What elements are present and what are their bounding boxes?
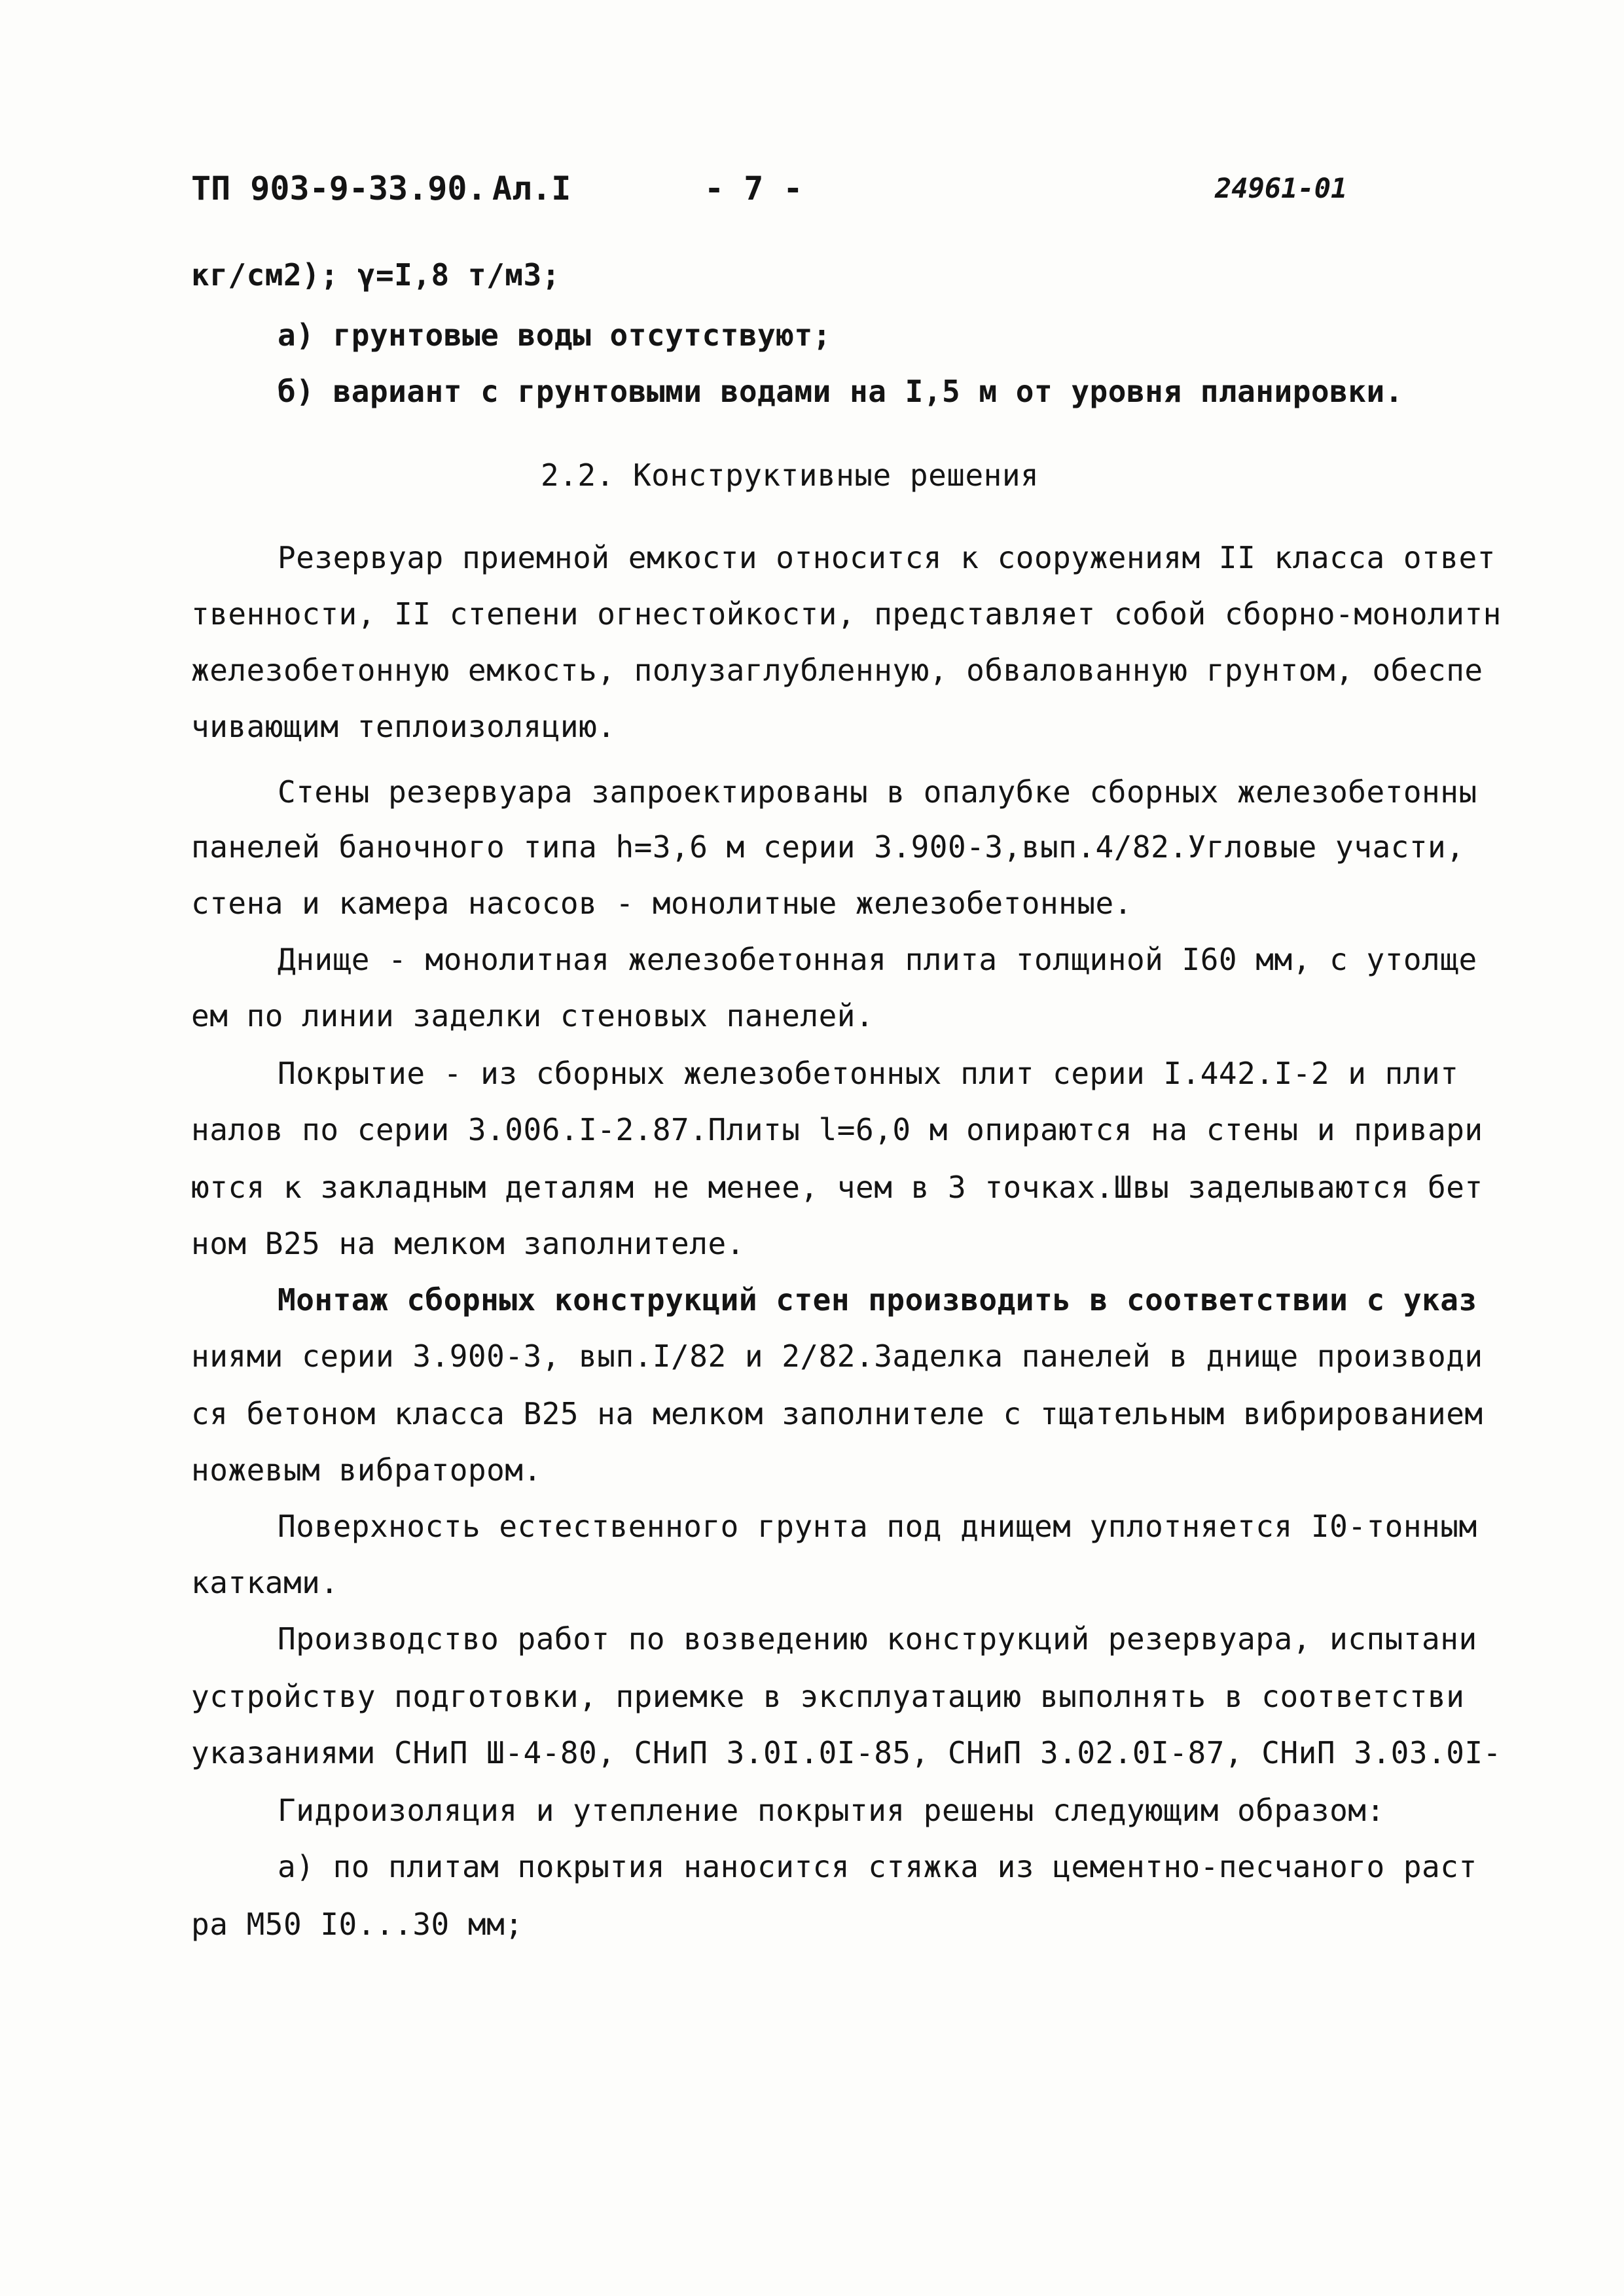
text-line: твенности, II степени огнестойкости, представляет собой сборно-монолитн xyxy=(191,596,1502,632)
text-line: железобетонную емкость, полузаглубленную, обвалованную грунтом, обеспе xyxy=(191,653,1483,688)
text-line: а) по плитам покрытия наносится стяжка из цементно-песчаного раст xyxy=(278,1849,1477,1884)
text-line: стена и камера насосов - монолитные железобетонные. xyxy=(191,886,1132,921)
text-line: указаниями СНиП Ш-4-80, СНиП 3.0I.0I-85, СНиП 3.02.0I-87, СНиП 3.03.0I- xyxy=(191,1735,1502,1770)
text-line: Производство работ по возведению конструкций резервуара, испытани xyxy=(278,1621,1477,1657)
text-line: ем по линии заделки стеновых панелей. xyxy=(191,998,875,1033)
sheet-code: 24961-01 xyxy=(1215,172,1348,204)
page-number: - 7 - xyxy=(704,170,803,207)
doc-code: ТП 903-9-33.90. xyxy=(191,170,487,207)
text-line: Резервуар приемной емкости относится к сооружениям II класса ответ xyxy=(278,540,1496,575)
text-line: налов по серии 3.006.I-2.87.Плиты l=6,0 м опираются на стены и привари xyxy=(191,1112,1483,1147)
text-line: ра М50 I0...30 мм; xyxy=(191,1907,524,1942)
text-line: б) вариант с грунтовыми водами на I,5 м от уровня планировки. xyxy=(278,374,1403,409)
text-line: ниями серии 3.900-3, вып.I/82 и 2/82.Заделка панелей в днище производи xyxy=(191,1338,1483,1374)
album-label: Ал.I xyxy=(492,170,571,207)
text-line: а) грунтовые воды отсутствуют; xyxy=(278,317,831,353)
text-line: Поверхность естественного грунта под днищем уплотняется I0-тонным xyxy=(278,1509,1477,1544)
text-line: Стены резервуара запроектированы в опалубке сборных железобетонны xyxy=(278,774,1477,810)
text-line: катками. xyxy=(191,1565,339,1600)
text-line: ном В25 на мелком заполнителе. xyxy=(191,1226,745,1261)
text-line: Монтаж сборных конструкций стен производить в соответствии с указ xyxy=(278,1282,1477,1318)
text-line: ножевым вибратором. xyxy=(191,1452,542,1488)
section-heading: 2.2. Конструктивные решения xyxy=(541,457,1039,493)
text-line: Днище - монолитная железобетонная плита толщиной I60 мм, с утолще xyxy=(278,942,1477,977)
text-line: панелей баночного типа h=3,6 м серии 3.900-3,вып.4/82.Угловые участи, xyxy=(191,829,1465,865)
text-line: Гидроизоляция и утепление покрытия решены следующим образом: xyxy=(278,1793,1385,1828)
text-line: Покрытие - из сборных железобетонных плит серии I.442.I-2 и плит xyxy=(278,1056,1459,1091)
text-line: кг/см2); γ=I,8 т/м3; xyxy=(191,257,560,293)
text-line: чивающим теплоизоляцию. xyxy=(191,709,616,744)
text-line: ся бетоном класса В25 на мелком заполнителе с тщательным вибрированием xyxy=(191,1396,1483,1431)
text-line: ются к закладным деталям не менее, чем в 3 точках.Швы заделываются бет xyxy=(191,1170,1483,1205)
text-line: устройству подготовки, приемке в эксплуатацию выполнять в соответстви xyxy=(191,1679,1465,1714)
